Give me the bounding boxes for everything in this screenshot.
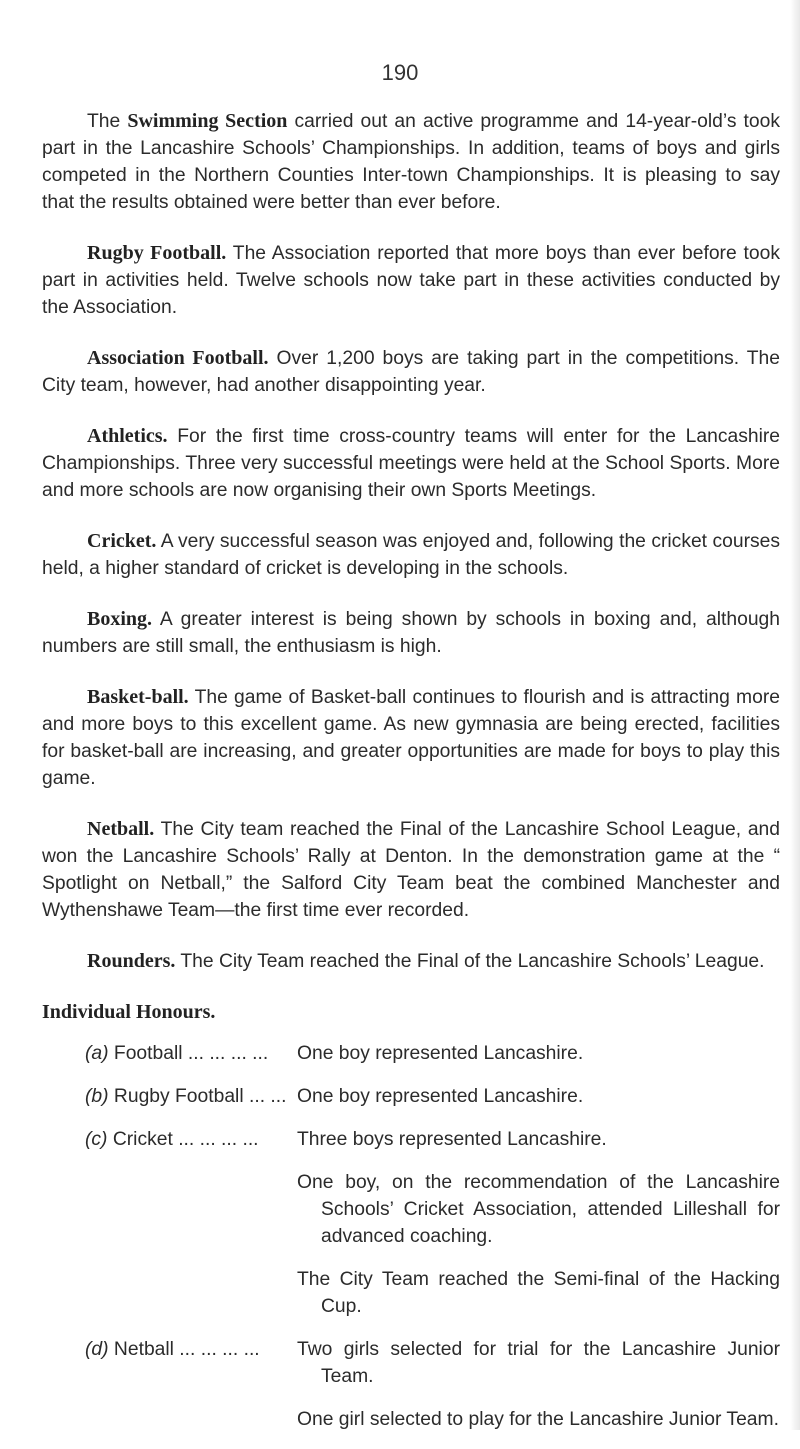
paragraph-athletics [42,423,780,504]
paragraph-text: For the first time cross-country teams will enter for the Lancashire Championships. Three very successful meetings were held at the School Sports. More and more schools are now organising their own Sports Meetings. [42,426,780,501]
honour-label [42,1083,297,1110]
honour-details [297,1126,780,1320]
honour-details [297,1336,780,1433]
paragraph-boxing [42,606,780,660]
section-heading: Rounders. [87,950,176,972]
honour-row-cricket [42,1126,780,1320]
honour-entry: One boy represented Lancashire. [297,1086,584,1107]
honour-sport: Netball ... ... ... ... [108,1339,260,1360]
honour-entry: Three boys represented Lancashire. [297,1129,607,1150]
paragraph-text: The Association reported that more boys than ever before took part in activities held. Twelve schools now take part in these activities conducted by the Association. [42,243,780,318]
honour-sport: Football ... ... ... ... [108,1043,269,1064]
paragraph-lead-in: The [87,111,128,132]
honour-sport: Rugby Football ... ... [108,1086,287,1107]
paragraph-swimming [42,108,780,216]
honours-heading-text: Individual Honours. [42,1001,216,1023]
honour-letter: (b) [85,1086,109,1107]
paragraph-cricket [42,528,780,582]
honour-label [42,1126,297,1320]
honour-sport: Cricket ... ... ... ... [107,1129,259,1150]
paragraph-association-football [42,345,780,399]
paragraph-basket-ball [42,684,780,792]
honour-entry: One boy represented Lancashire. [297,1043,584,1064]
paragraph-text: A very successful season was enjoyed and, following the cricket courses held, a higher standard of cricket is developing in the schools. [42,531,780,579]
paragraph-text: Over 1,200 boys are taking part in the competitions. The City team, however, had another disappointing year. [42,348,780,396]
section-heading: Basket-ball. [87,686,189,708]
honour-label [42,1336,297,1433]
section-heading: Association Football. [87,347,269,369]
paragraph-text: The City Team reached the Final of the Lancashire Schools’ League. [175,951,765,972]
honour-entry: One boy, on the recommendation of the Lancashire Schools’ Cricket Association, attended Lilleshall for advanced coaching. [297,1172,780,1247]
honour-letter: (d) [85,1339,109,1360]
honour-details [297,1040,780,1067]
honour-letter: (c) [85,1129,108,1150]
honour-letter: (a) [85,1043,109,1064]
honour-details [297,1083,780,1110]
honour-entry: Two girls selected for trial for the Lancashire Junior Team. [297,1339,780,1387]
paragraph-text: The game of Basket-ball continues to flourish and is attracting more and more boys to this excellent game. As new gymnasia are being erected, facilities for basket-ball are increasing, and greater opportunities are made for boys to play this game. [42,687,780,789]
page-number: 190 [381,60,419,85]
section-heading: Netball. [87,818,155,840]
paragraph-text: A greater interest is being shown by schools in boxing and, although numbers are still small, the enthusiasm is high. [42,609,780,657]
paragraph-text: carried out an active programme and 14-year-old’s took part in the Lancashire Schools’ Championships. In addition, teams of boys and girls competed in the Northern Counties Inter-town Championships. It is pleasing to say that the results obtained were better than ever before. [42,111,780,213]
honour-entry: One girl selected to play for the Lancashire Junior Team. [297,1409,779,1430]
honour-row-netball [42,1336,780,1433]
section-heading: Rugby Football. [87,242,227,264]
document-body [42,108,780,1449]
paragraph-rugby [42,240,780,321]
paragraph-text: The City team reached the Final of the Lancashire School League, and won the Lancashire Schools’ Rally at Denton. In the demonstration game at the “ Spotlight on Netball,” the Salford City Team beat the combined Manchester and Wythenshawe Team—the first time ever recorded. [42,819,780,921]
section-heading: Boxing. [87,608,153,630]
honour-label [42,1040,297,1067]
section-heading: Swimming Section [127,110,288,132]
paragraph-rounders [42,948,780,975]
honours-heading [42,999,780,1026]
section-heading: Cricket. [87,530,157,552]
honour-row-rugby-football [42,1083,780,1110]
honour-row-football [42,1040,780,1067]
honour-entry: The City Team reached the Semi-final of the Hacking Cup. [297,1269,780,1317]
paragraph-netball [42,816,780,924]
section-heading: Athletics. [87,425,168,447]
page-edge-shadow [790,0,800,1430]
